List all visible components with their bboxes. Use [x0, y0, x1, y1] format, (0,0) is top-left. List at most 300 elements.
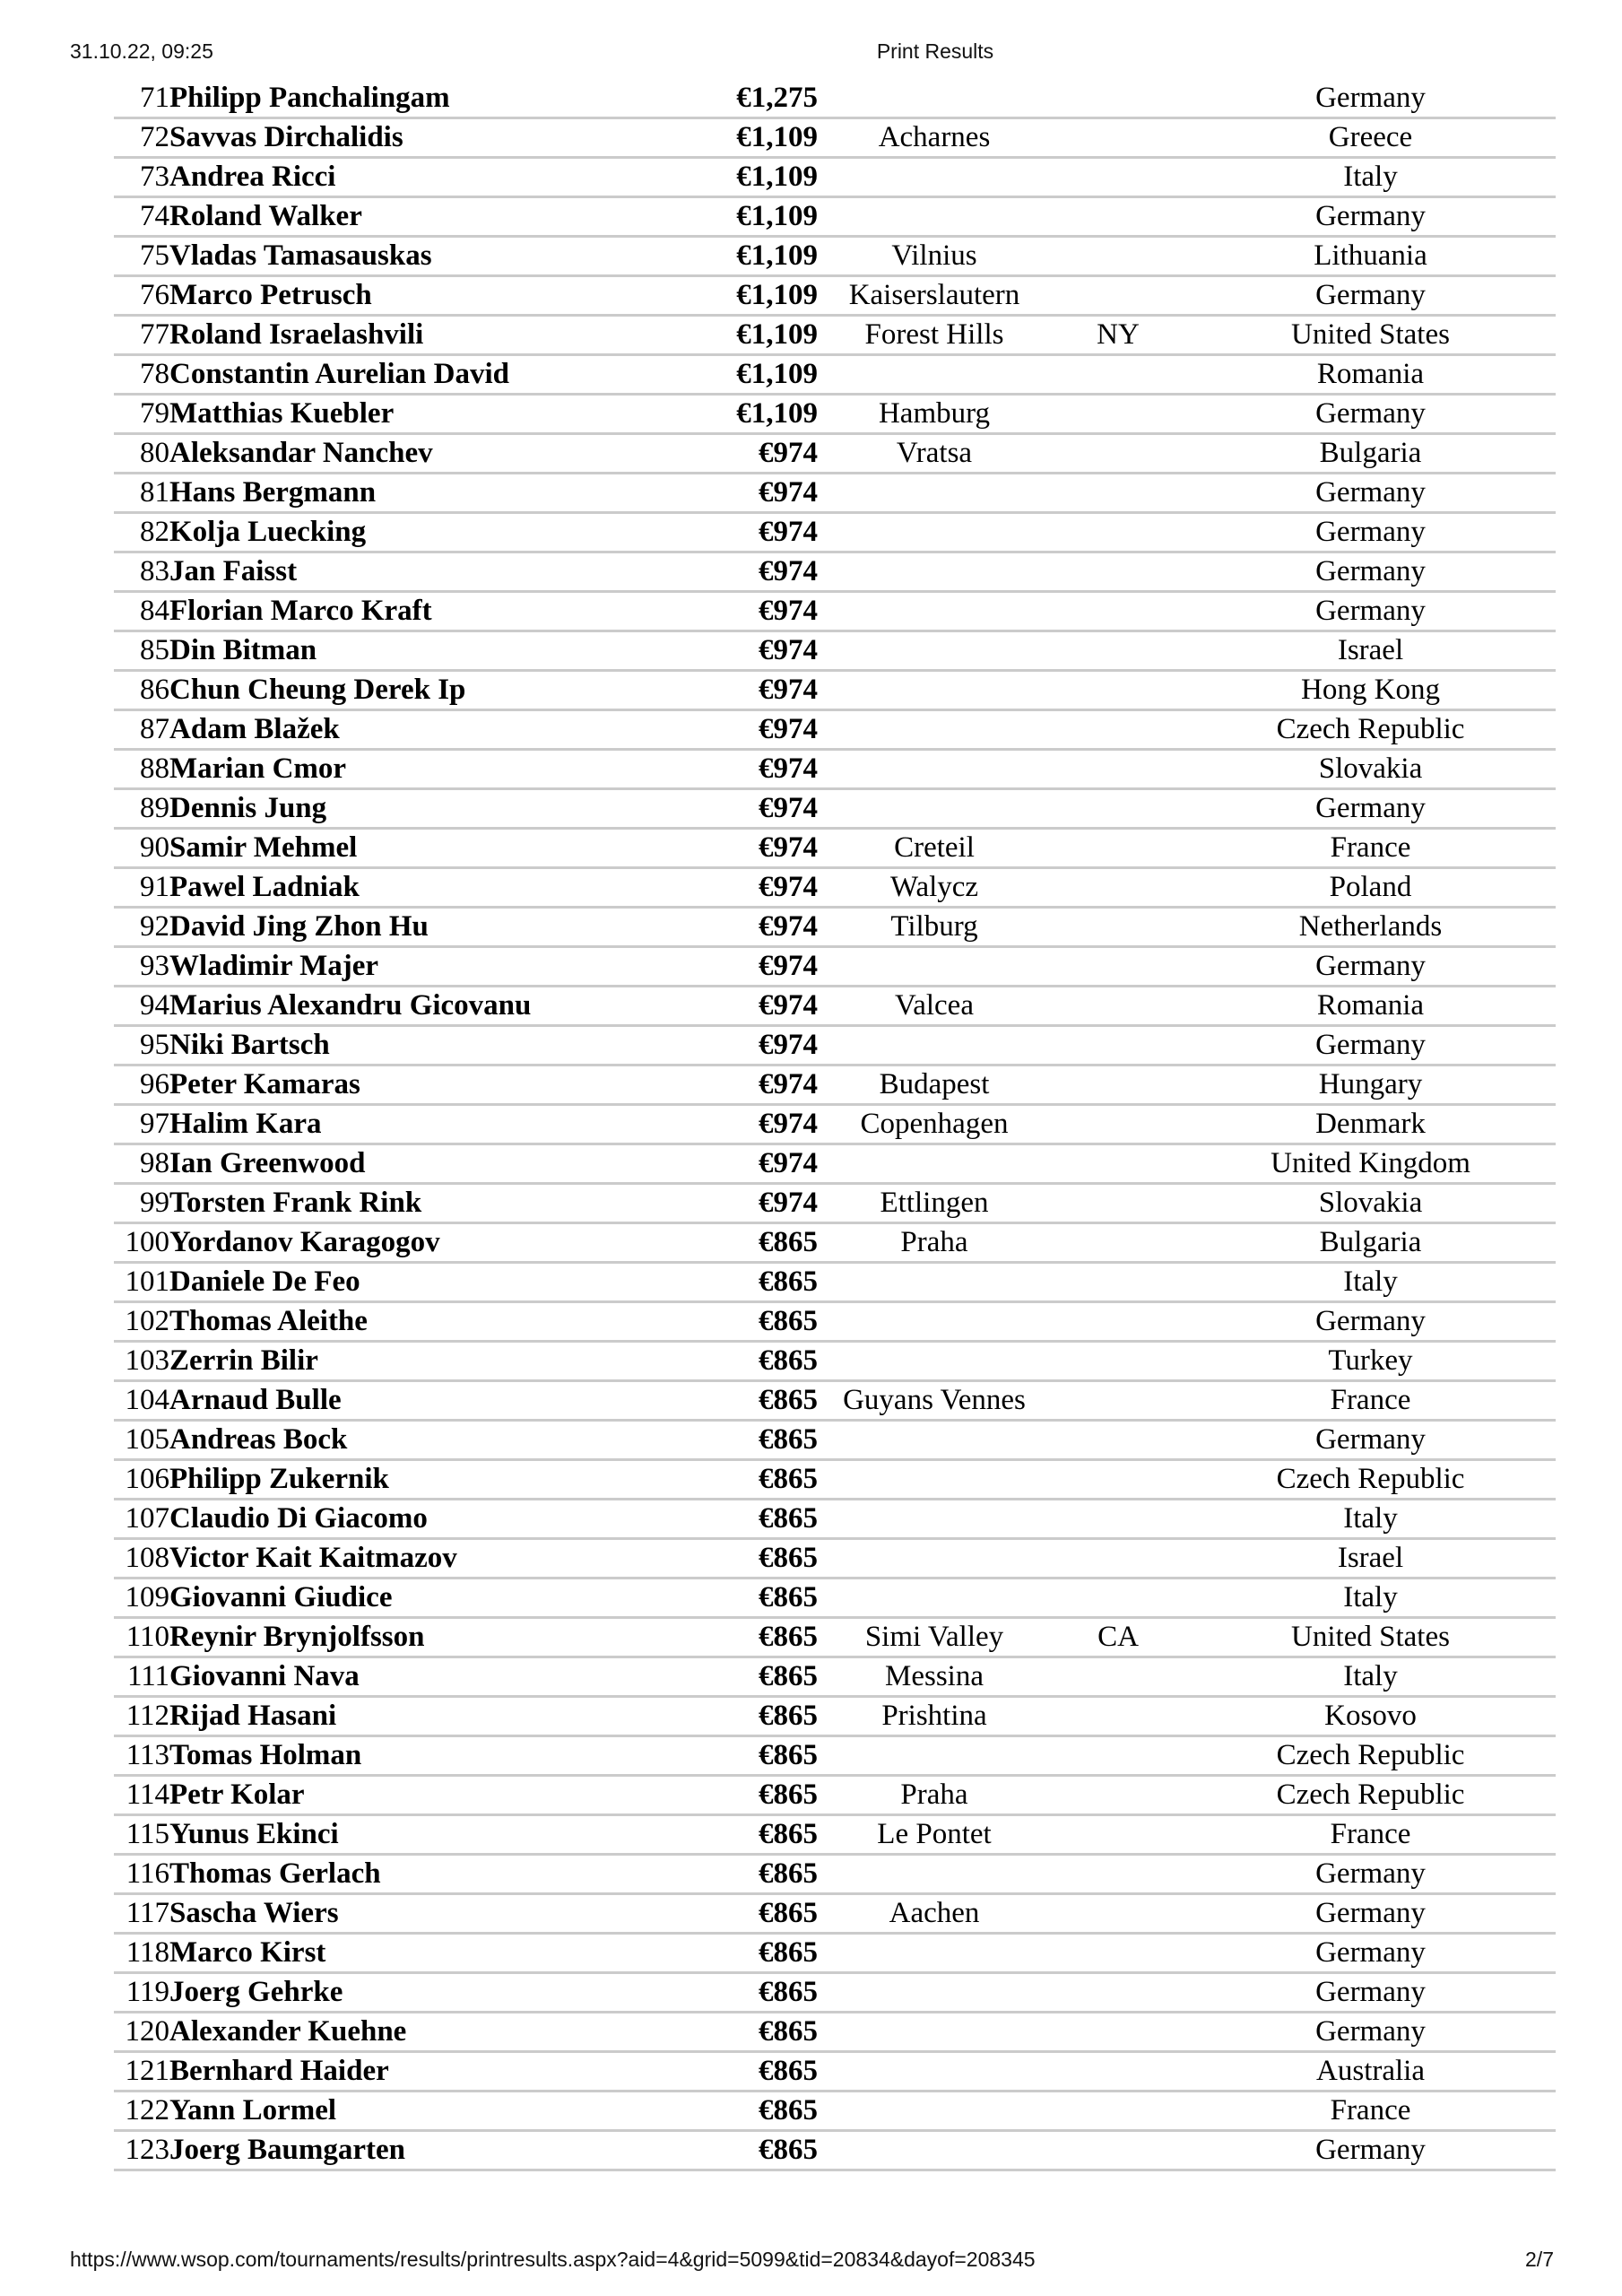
place-cell: 114 [114, 1776, 169, 1815]
state-cell [1051, 710, 1185, 750]
city-cell [818, 671, 1051, 710]
country-cell: Hong Kong [1185, 671, 1556, 710]
state-cell [1051, 868, 1185, 908]
page-number: 2/7 [1525, 2248, 1554, 2271]
country-cell: Romania [1185, 987, 1556, 1026]
prize-amount: €974 [759, 910, 818, 943]
city-cell [818, 474, 1051, 513]
state-cell [1051, 671, 1185, 710]
table-row [114, 868, 1556, 908]
name-cell [169, 1618, 818, 1657]
country-cell: Germany [1185, 789, 1556, 829]
player-name: Adam Blažek [169, 713, 340, 745]
player-name: Sascha Wiers [169, 1897, 339, 1929]
table-row [114, 276, 1556, 316]
state-cell [1051, 2131, 1185, 2170]
place-cell: 118 [114, 1934, 169, 1973]
table-row [114, 1421, 1556, 1460]
prize-amount: €974 [759, 871, 818, 903]
place-cell: 97 [114, 1105, 169, 1144]
player-name: Joerg Gehrke [169, 1976, 343, 2008]
table-row [114, 1855, 1556, 1894]
city-cell [818, 1026, 1051, 1065]
state-cell [1051, 513, 1185, 552]
player-name: Thomas Gerlach [169, 1857, 381, 1890]
city-cell [818, 2013, 1051, 2052]
state-cell [1051, 1302, 1185, 1342]
player-name: Thomas Aleithe [169, 1305, 368, 1337]
name-cell [169, 1460, 818, 1500]
player-name: Aleksandar Nanchev [169, 437, 433, 469]
player-name: Marian Cmor [169, 752, 347, 785]
table-row [114, 592, 1556, 631]
name-cell [169, 1381, 818, 1421]
country-cell: Turkey [1185, 1342, 1556, 1381]
player-name: Petr Kolar [169, 1779, 305, 1811]
player-name: Philipp Panchalingam [169, 82, 450, 114]
state-cell [1051, 1657, 1185, 1697]
table-row [114, 1618, 1556, 1657]
country-cell: Lithuania [1185, 237, 1556, 276]
name-cell [169, 631, 818, 671]
place-cell: 71 [114, 80, 169, 118]
city-cell [818, 1460, 1051, 1500]
table-row [114, 1184, 1556, 1223]
country-cell: Germany [1185, 1302, 1556, 1342]
city-cell: Aachen [818, 1894, 1051, 1934]
prize-amount: €865 [759, 1818, 818, 1850]
country-cell: Germany [1185, 1421, 1556, 1460]
table-row [114, 1776, 1556, 1815]
prize-amount: €865 [759, 2094, 818, 2126]
state-cell [1051, 592, 1185, 631]
prize-amount: €865 [759, 1976, 818, 2008]
state-cell [1051, 2013, 1185, 2052]
state-cell [1051, 1697, 1185, 1736]
name-cell [169, 1539, 818, 1578]
country-cell: Czech Republic [1185, 1460, 1556, 1500]
table-row [114, 1302, 1556, 1342]
country-cell: Germany [1185, 1855, 1556, 1894]
name-cell [169, 1026, 818, 1065]
table-row [114, 1026, 1556, 1065]
city-cell [818, 1263, 1051, 1302]
player-name: Constantin Aurelian David [169, 358, 509, 390]
print-datetime: 31.10.22, 09:25 [70, 39, 213, 63]
city-cell: Creteil [818, 829, 1051, 868]
player-name: Yunus Ekinci [169, 1818, 339, 1850]
country-cell: Germany [1185, 395, 1556, 434]
table-row [114, 1223, 1556, 1263]
prize-amount: €974 [759, 634, 818, 666]
name-cell [169, 1657, 818, 1697]
state-cell [1051, 1184, 1185, 1223]
player-name: Samir Mehmel [169, 831, 358, 864]
prize-amount: €1,109 [736, 200, 818, 232]
prize-amount: €865 [759, 2015, 818, 2048]
country-cell: United Kingdom [1185, 1144, 1556, 1184]
player-name: Pawel Ladniak [169, 871, 360, 903]
country-cell: France [1185, 1815, 1556, 1855]
place-cell: 76 [114, 276, 169, 316]
state-cell [1051, 1460, 1185, 1500]
country-cell: Italy [1185, 1500, 1556, 1539]
state-cell [1051, 1421, 1185, 1460]
place-cell: 105 [114, 1421, 169, 1460]
prize-amount: €865 [759, 1936, 818, 1969]
place-cell: 110 [114, 1618, 169, 1657]
city-cell: Hamburg [818, 395, 1051, 434]
place-cell: 89 [114, 789, 169, 829]
city-cell [818, 2052, 1051, 2092]
table-row [114, 80, 1556, 118]
state-cell [1051, 1263, 1185, 1302]
table-row [114, 908, 1556, 947]
country-cell: Germany [1185, 513, 1556, 552]
city-cell [818, 1144, 1051, 1184]
name-cell [169, 868, 818, 908]
player-name: Victor Kait Kaitmazov [169, 1542, 457, 1574]
place-cell: 85 [114, 631, 169, 671]
city-cell: Praha [818, 1223, 1051, 1263]
name-cell [169, 1973, 818, 2013]
city-cell [818, 552, 1051, 592]
city-cell [818, 80, 1051, 118]
name-cell [169, 947, 818, 987]
name-cell [169, 1736, 818, 1776]
player-name: Giovanni Giudice [169, 1581, 393, 1613]
city-cell: Simi Valley [818, 1618, 1051, 1657]
state-cell [1051, 750, 1185, 789]
prize-amount: €865 [759, 1502, 818, 1535]
place-cell: 93 [114, 947, 169, 987]
prize-amount: €1,109 [736, 397, 818, 430]
city-cell [818, 2131, 1051, 2170]
name-cell [169, 2092, 818, 2131]
country-cell: France [1185, 1381, 1556, 1421]
country-cell: Italy [1185, 1263, 1556, 1302]
table-row [114, 1815, 1556, 1855]
table-row [114, 1539, 1556, 1578]
country-cell: Bulgaria [1185, 1223, 1556, 1263]
table-row [114, 829, 1556, 868]
state-cell: CA [1051, 1618, 1185, 1657]
city-cell: Guyans Vennes [818, 1381, 1051, 1421]
name-cell [169, 2052, 818, 2092]
name-cell [169, 434, 818, 474]
city-cell [818, 1342, 1051, 1381]
country-cell: Slovakia [1185, 1184, 1556, 1223]
country-cell: Germany [1185, 2131, 1556, 2170]
prize-amount: €865 [759, 1739, 818, 1771]
state-cell [1051, 829, 1185, 868]
place-cell: 79 [114, 395, 169, 434]
city-cell [818, 158, 1051, 197]
city-cell: Le Pontet [818, 1815, 1051, 1855]
player-name: Yann Lormel [169, 2094, 337, 2126]
city-cell: Vratsa [818, 434, 1051, 474]
city-cell [818, 1578, 1051, 1618]
name-cell [169, 197, 818, 237]
prize-amount: €974 [759, 1147, 818, 1179]
name-cell [169, 908, 818, 947]
player-name: Alexander Kuehne [169, 2015, 407, 2048]
place-cell: 98 [114, 1144, 169, 1184]
state-cell [1051, 355, 1185, 395]
name-cell [169, 789, 818, 829]
city-cell [818, 1539, 1051, 1578]
name-cell [169, 1263, 818, 1302]
place-cell: 121 [114, 2052, 169, 2092]
city-cell [818, 592, 1051, 631]
country-cell: Germany [1185, 474, 1556, 513]
place-cell: 83 [114, 552, 169, 592]
prize-amount: €865 [759, 1463, 818, 1495]
place-cell: 94 [114, 987, 169, 1026]
city-cell [818, 631, 1051, 671]
table-row [114, 1736, 1556, 1776]
table-row [114, 158, 1556, 197]
city-cell: Tilburg [818, 908, 1051, 947]
place-cell: 113 [114, 1736, 169, 1776]
player-name: Tomas Holman [169, 1739, 362, 1771]
table-row [114, 1263, 1556, 1302]
player-name: Jan Faisst [169, 555, 298, 587]
name-cell [169, 1302, 818, 1342]
name-cell [169, 474, 818, 513]
country-cell: Hungary [1185, 1065, 1556, 1105]
place-cell: 73 [114, 158, 169, 197]
prize-amount: €1,109 [736, 239, 818, 272]
prize-amount: €974 [759, 437, 818, 469]
city-cell [818, 1736, 1051, 1776]
state-cell [1051, 276, 1185, 316]
city-cell [818, 355, 1051, 395]
place-cell: 117 [114, 1894, 169, 1934]
player-name: Marco Kirst [169, 1936, 326, 1969]
state-cell [1051, 1342, 1185, 1381]
table-row [114, 474, 1556, 513]
country-cell: Israel [1185, 631, 1556, 671]
place-cell: 86 [114, 671, 169, 710]
name-cell [169, 1697, 818, 1736]
prize-amount: €865 [759, 1621, 818, 1653]
city-cell: Walycz [818, 868, 1051, 908]
prize-amount: €974 [759, 516, 818, 548]
table-row [114, 355, 1556, 395]
name-cell [169, 1578, 818, 1618]
state-cell [1051, 80, 1185, 118]
player-name: Halim Kara [169, 1108, 322, 1140]
state-cell [1051, 1539, 1185, 1578]
prize-amount: €865 [759, 1779, 818, 1811]
place-cell: 104 [114, 1381, 169, 1421]
player-name: Giovanni Nava [169, 1660, 360, 1692]
country-cell: Slovakia [1185, 750, 1556, 789]
table-row [114, 552, 1556, 592]
player-name: Torsten Frank Rink [169, 1187, 422, 1219]
table-row [114, 197, 1556, 237]
place-cell: 81 [114, 474, 169, 513]
name-cell [169, 80, 818, 118]
name-cell [169, 1342, 818, 1381]
place-cell: 92 [114, 908, 169, 947]
name-cell [169, 1855, 818, 1894]
state-cell [1051, 1500, 1185, 1539]
country-cell: France [1185, 829, 1556, 868]
state-cell [1051, 158, 1185, 197]
state-cell [1051, 947, 1185, 987]
prize-amount: €974 [759, 1108, 818, 1140]
player-name: Roland Israelashvili [169, 318, 424, 351]
city-cell [818, 513, 1051, 552]
city-cell: Valcea [818, 987, 1051, 1026]
name-cell [169, 1065, 818, 1105]
place-cell: 112 [114, 1697, 169, 1736]
state-cell [1051, 1223, 1185, 1263]
state-cell: NY [1051, 316, 1185, 355]
prize-amount: €865 [759, 2055, 818, 2087]
player-name: Philipp Zukernik [169, 1463, 389, 1495]
name-cell [169, 1500, 818, 1539]
state-cell [1051, 1776, 1185, 1815]
player-name: Bernhard Haider [169, 2055, 389, 2087]
prize-amount: €865 [759, 1265, 818, 1298]
name-cell [169, 395, 818, 434]
name-cell [169, 1815, 818, 1855]
country-cell: Germany [1185, 80, 1556, 118]
country-cell: United States [1185, 1618, 1556, 1657]
country-cell: Germany [1185, 1934, 1556, 1973]
city-cell: Prishtina [818, 1697, 1051, 1736]
city-cell [818, 1421, 1051, 1460]
place-cell: 99 [114, 1184, 169, 1223]
player-name: Dennis Jung [169, 792, 327, 824]
prize-amount: €865 [759, 1542, 818, 1574]
prize-amount: €1,109 [736, 279, 818, 311]
country-cell: Germany [1185, 592, 1556, 631]
country-cell: Germany [1185, 1894, 1556, 1934]
city-cell [818, 1302, 1051, 1342]
state-cell [1051, 1934, 1185, 1973]
name-cell [169, 2013, 818, 2052]
name-cell [169, 1223, 818, 1263]
table-row [114, 671, 1556, 710]
results-body [114, 80, 1556, 2170]
place-cell: 116 [114, 1855, 169, 1894]
place-cell: 77 [114, 316, 169, 355]
table-row [114, 1460, 1556, 1500]
prize-amount: €1,275 [736, 82, 818, 114]
table-row [114, 1894, 1556, 1934]
name-cell [169, 1144, 818, 1184]
place-cell: 109 [114, 1578, 169, 1618]
country-cell: Germany [1185, 1973, 1556, 2013]
player-name: Reynir Brynjolfsson [169, 1621, 425, 1653]
country-cell: Italy [1185, 1657, 1556, 1697]
player-name: Arnaud Bulle [169, 1384, 342, 1416]
player-name: Matthias Kuebler [169, 397, 395, 430]
table-row [114, 1065, 1556, 1105]
player-name: Chun Cheung Derek Ip [169, 674, 466, 706]
name-cell [169, 829, 818, 868]
country-cell: United States [1185, 316, 1556, 355]
prize-amount: €1,109 [736, 161, 818, 193]
table-row [114, 1697, 1556, 1736]
player-name: Marius Alexandru Gicovanu [169, 989, 532, 1022]
country-cell: Kosovo [1185, 1697, 1556, 1736]
player-name: Yordanov Karagogov [169, 1226, 440, 1258]
table-row [114, 1381, 1556, 1421]
name-cell [169, 158, 818, 197]
place-cell: 111 [114, 1657, 169, 1697]
city-cell [818, 1500, 1051, 1539]
table-row [114, 1105, 1556, 1144]
city-cell: Acharnes [818, 118, 1051, 158]
place-cell: 108 [114, 1539, 169, 1578]
results-table [114, 80, 1556, 2171]
page-url: https://www.wsop.com/tournaments/results/printresults.aspx?aid=4&grid=5099&tid=20834&dayof=208345 [70, 2248, 1036, 2271]
country-cell: Czech Republic [1185, 710, 1556, 750]
prize-amount: €865 [759, 1897, 818, 1929]
table-row [114, 1500, 1556, 1539]
state-cell [1051, 1855, 1185, 1894]
player-name: Vladas Tamasauskas [169, 239, 432, 272]
player-name: Florian Marco Kraft [169, 595, 432, 627]
place-cell: 74 [114, 197, 169, 237]
prize-amount: €865 [759, 1305, 818, 1337]
city-cell: Forest Hills [818, 316, 1051, 355]
city-cell: Copenhagen [818, 1105, 1051, 1144]
prize-amount: €865 [759, 1700, 818, 1732]
place-cell: 106 [114, 1460, 169, 1500]
prize-amount: €974 [759, 792, 818, 824]
place-cell: 122 [114, 2092, 169, 2131]
state-cell [1051, 908, 1185, 947]
table-row [114, 434, 1556, 474]
state-cell [1051, 1144, 1185, 1184]
state-cell [1051, 1105, 1185, 1144]
name-cell [169, 237, 818, 276]
name-cell [169, 513, 818, 552]
prize-amount: €974 [759, 713, 818, 745]
place-cell: 87 [114, 710, 169, 750]
prize-amount: €865 [759, 1423, 818, 1456]
place-cell: 120 [114, 2013, 169, 2052]
player-name: Wladimir Majer [169, 950, 379, 982]
prize-amount: €974 [759, 831, 818, 864]
country-cell: Italy [1185, 1578, 1556, 1618]
state-cell [1051, 1894, 1185, 1934]
country-cell: Poland [1185, 868, 1556, 908]
prize-amount: €974 [759, 476, 818, 509]
player-name: Peter Kamaras [169, 1068, 360, 1100]
table-row [114, 1578, 1556, 1618]
prize-amount: €1,109 [736, 318, 818, 351]
table-row [114, 2013, 1556, 2052]
prize-amount: €865 [759, 1660, 818, 1692]
place-cell: 123 [114, 2131, 169, 2170]
name-cell [169, 552, 818, 592]
place-cell: 84 [114, 592, 169, 631]
city-cell: Vilnius [818, 237, 1051, 276]
player-name: Daniele De Feo [169, 1265, 360, 1298]
country-cell: Czech Republic [1185, 1736, 1556, 1776]
name-cell [169, 1776, 818, 1815]
name-cell [169, 987, 818, 1026]
prize-amount: €974 [759, 1187, 818, 1219]
table-row [114, 237, 1556, 276]
